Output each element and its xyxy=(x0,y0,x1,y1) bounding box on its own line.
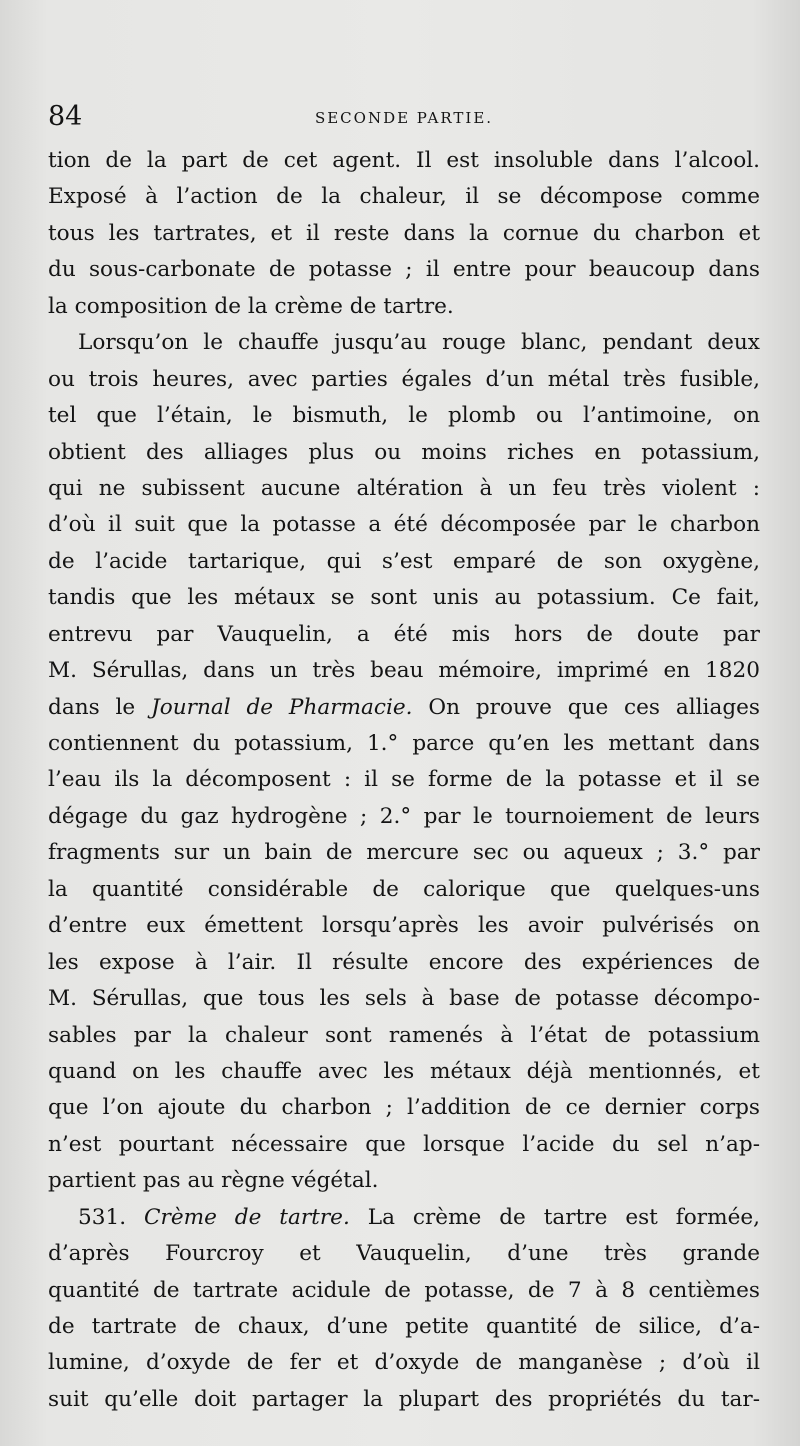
body-text xyxy=(48,143,760,1418)
text-line xyxy=(48,1163,760,1199)
text-line xyxy=(48,726,760,762)
text-segment: tion de la part de cet agent. Il est insoluble dans l’alcool. xyxy=(48,148,760,173)
text-line xyxy=(48,762,760,798)
text-segment: M. Sérullas, dans un très beau mémoire, imprimé en 1820 xyxy=(48,658,760,684)
text-line xyxy=(48,143,760,179)
text-line xyxy=(48,1200,760,1236)
text-segment: quand on les chauffe avec les métaux déjà mentionnés, et xyxy=(48,1058,760,1084)
text-segment: de l’acide tartarique, qui s’est emparé de son oxygène, xyxy=(48,548,760,574)
text-segment: ou trois heures, avec parties égales d’un métal très fusible, xyxy=(48,366,760,392)
text-line xyxy=(48,1382,760,1418)
italic-text: Crème de tartre. xyxy=(144,1204,350,1230)
text-segment: tel que l’étain, le bismuth, le plomb ou l’antimoine, on xyxy=(48,403,760,429)
text-segment: l’eau ils la décomposent : il se forme de la potasse et il se xyxy=(48,767,760,793)
text-line xyxy=(48,507,760,543)
text-segment: dégage du gaz hydrogène ; 2.° par le tournoiement de leurs xyxy=(48,803,760,829)
text-line xyxy=(48,1127,760,1163)
text-line xyxy=(48,872,760,908)
text-line xyxy=(48,945,760,981)
text-segment: suit qu’elle doit partager la plupart des propriétés du tar- xyxy=(48,1386,760,1412)
text-line xyxy=(48,580,760,616)
text-line xyxy=(48,1236,760,1272)
text-line xyxy=(48,435,760,471)
running-head: SECONDE PARTIE. xyxy=(314,109,494,127)
text-line xyxy=(48,252,760,288)
text-line xyxy=(48,1273,760,1309)
text-line xyxy=(48,1054,760,1090)
text-line xyxy=(48,1309,760,1345)
text-segment: d’où il suit que la potasse a été décomposée par le charbon xyxy=(48,512,760,538)
text-line xyxy=(48,289,760,325)
text-line xyxy=(48,1090,760,1126)
text-line xyxy=(48,362,760,398)
text-segment: partient pas au règne végétal. xyxy=(48,1168,379,1194)
text-line xyxy=(48,981,760,1017)
text-line xyxy=(48,835,760,871)
text-segment: les expose à l’air. Il résulte encore des expériences de xyxy=(48,949,760,975)
text-segment: tous les tartrates, et il reste dans la cornue du charbon et xyxy=(48,220,760,246)
text-line xyxy=(48,617,760,653)
text-line xyxy=(48,908,760,944)
text-segment: du sous-carbonate de potasse ; il entre pour beaucoup dans xyxy=(48,257,760,283)
text-line xyxy=(48,325,760,361)
page-header xyxy=(48,100,760,140)
text-line xyxy=(48,544,760,580)
italic-text: Journal de Pharmacie. xyxy=(151,694,413,720)
text-line xyxy=(48,471,760,507)
text-line xyxy=(48,1018,760,1054)
text-line xyxy=(48,653,760,689)
text-segment: Lorsqu’on le chauffe jusqu’au rouge blanc, pendant deux xyxy=(78,330,760,356)
text-line xyxy=(48,799,760,835)
text-segment: On prouve que ces alliages xyxy=(412,694,760,720)
text-line xyxy=(48,1345,760,1381)
text-segment: quantité de tartrate acidule de potasse, de 7 à 8 centièmes xyxy=(48,1277,760,1303)
text-line xyxy=(48,398,760,434)
text-segment: dans le xyxy=(48,694,152,720)
text-segment: de tartrate de chaux, d’une petite quantité de silice, d’a- xyxy=(48,1314,760,1339)
text-segment: obtient des alliages plus ou moins riches en potassium, xyxy=(48,439,760,465)
text-segment: M. Sérullas, que tous les sels à base de potasse décompo- xyxy=(48,986,760,1012)
text-line xyxy=(48,179,760,215)
text-segment: d’après Fourcroy et Vauquelin, d’une très grande xyxy=(48,1241,760,1267)
text-segment: fragments sur un bain de mercure sec ou aqueux ; 3.° par xyxy=(48,840,760,866)
text-segment: lumine, d’oxyde de fer et d’oxyde de manganèse ; d’où il xyxy=(48,1350,760,1376)
text-segment: n’est pourtant nécessaire que lorsque l’acide du sel n’ap- xyxy=(48,1131,760,1157)
text-segment: entrevu par Vauquelin, a été mis hors de doute par xyxy=(48,621,760,647)
text-segment: tandis que les métaux se sont unis au potassium. Ce fait, xyxy=(48,585,760,611)
text-line xyxy=(48,690,760,726)
text-segment: La crème de tartre est formée, xyxy=(349,1204,760,1230)
text-segment: la quantité considérable de calorique que quelques-uns xyxy=(48,876,760,902)
text-segment: que l’on ajoute du charbon ; l’addition de ce dernier corps xyxy=(48,1095,760,1121)
text-segment: la composition de la crème de tartre. xyxy=(48,293,454,319)
text-segment: d’entre eux émettent lorsqu’après les avoir pulvérisés on xyxy=(48,913,760,939)
text-line xyxy=(48,216,760,252)
text-segment: Exposé à l’action de la chaleur, il se décompose comme xyxy=(48,184,760,210)
text-segment: contiennent du potassium, 1.° parce qu’en les mettant dans xyxy=(48,731,760,756)
text-segment: qui ne subissent aucune altération à un feu très violent : xyxy=(48,475,760,501)
page-number: 84 xyxy=(48,101,83,132)
text-segment: sables par la chaleur sont ramenés à l’état de potassium xyxy=(48,1022,760,1048)
text-segment: 531. xyxy=(78,1204,144,1230)
